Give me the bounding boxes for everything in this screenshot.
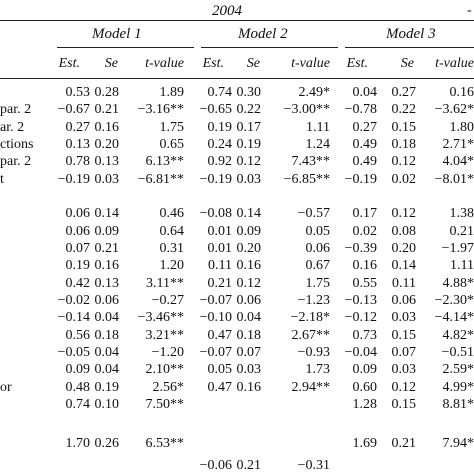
table-cell: 4.04* (442, 154, 474, 169)
table-cell: 0.09 (65, 362, 90, 377)
table-cell: 0.12 (391, 380, 416, 395)
table-cell: 0.21 (391, 436, 416, 451)
table-cell: 0.47 (207, 380, 232, 395)
table-cell: 0.10 (94, 397, 119, 412)
table-cell: 0.42 (65, 276, 90, 291)
table-cell: 0.12 (391, 154, 416, 169)
table-cell: 7.50** (145, 397, 184, 412)
table-cell: −3.00** (283, 102, 330, 117)
table-cell: 0.04 (94, 345, 119, 360)
table-cell: 0.24 (207, 137, 232, 152)
table-cell: 0.12 (391, 206, 416, 221)
table-cell: 0.28 (94, 85, 119, 100)
table-cell: 4.82* (442, 328, 474, 343)
table-cell: 0.20 (391, 241, 416, 256)
rule-model-2 (201, 47, 338, 48)
table-cell: 0.16 (94, 120, 119, 135)
table-cell: −0.19 (344, 172, 377, 187)
table-cell: 0.64 (159, 224, 184, 239)
table-cell: 0.14 (236, 206, 261, 221)
table-cell: 0.02 (352, 224, 377, 239)
table-cell: −6.85** (283, 172, 330, 187)
row-label: ctions (0, 137, 34, 152)
table-cell: −0.27 (151, 293, 184, 308)
table-cell: −0.14 (57, 310, 90, 325)
table-cell: 2.67** (291, 328, 330, 343)
table-cell: 0.18 (391, 137, 416, 152)
table-cell: 2.59* (442, 362, 474, 377)
table-cell: 0.03 (391, 362, 416, 377)
table-cell: 0.78 (65, 154, 90, 169)
table-cell: −0.51 (441, 345, 474, 360)
table-cell: 1.11 (306, 120, 330, 135)
column-header: Se (400, 56, 414, 71)
table-cell: −0.04 (344, 345, 377, 360)
table-cell: 0.55 (352, 276, 377, 291)
table-cell: 0.65 (159, 137, 184, 152)
table-cell: 0.73 (352, 328, 377, 343)
table-cell: 0.92 (207, 154, 232, 169)
rule-header-bottom (0, 78, 474, 79)
table-cell: 0.07 (391, 345, 416, 360)
table-cell: −0.78 (344, 102, 377, 117)
table-cell: 1.89 (159, 85, 184, 100)
table-cell: −0.67 (57, 102, 90, 117)
column-header: Se (104, 56, 118, 71)
table-cell: 6.53** (145, 436, 184, 451)
table-cell: 0.48 (65, 380, 90, 395)
table-cell: 0.53 (65, 85, 90, 100)
table-cell: 0.49 (352, 154, 377, 169)
table-cell: 0.19 (236, 137, 261, 152)
table-cell: 0.19 (94, 380, 119, 395)
model-2-header: Model 2 (238, 26, 288, 42)
table-cell: 0.06 (65, 224, 90, 239)
table-cell: 0.16 (352, 258, 377, 273)
rule-model-1 (57, 47, 194, 48)
table-cell: 0.06 (94, 293, 119, 308)
table-cell: 0.17 (236, 120, 261, 135)
table-cell: 0.09 (236, 224, 261, 239)
table-cell: 0.07 (65, 241, 90, 256)
table-cell: 0.26 (94, 436, 119, 451)
table-cell: 3.11** (146, 276, 184, 291)
table-cell: 0.02 (391, 172, 416, 187)
table-cell: 2.56* (152, 380, 184, 395)
table-cell: 0.13 (65, 137, 90, 152)
table-cell: 0.06 (236, 293, 261, 308)
table-cell: 0.47 (207, 328, 232, 343)
column-header: t-value (291, 56, 330, 71)
table-cell: −0.10 (199, 310, 232, 325)
column-header: Est. (346, 56, 368, 71)
table-cell: −0.19 (57, 172, 90, 187)
table-cell: 1.24 (305, 137, 330, 152)
table-cell: 1.73 (305, 362, 330, 377)
table-cell: 0.20 (94, 137, 119, 152)
rule-top (0, 20, 474, 21)
table-cell: −0.65 (199, 102, 232, 117)
year-header-fragment: - (467, 3, 472, 18)
table-cell: 0.22 (236, 102, 261, 117)
table-cell: 0.31 (159, 241, 184, 256)
table-cell: 0.04 (236, 310, 261, 325)
table-cell: −1.20 (151, 345, 184, 360)
table-cell: 2.49* (298, 85, 330, 100)
table-cell: 0.15 (391, 328, 416, 343)
table-cell: 2.94** (291, 380, 330, 395)
table-cell: −3.46** (137, 310, 184, 325)
row-label: t (0, 172, 4, 187)
table-cell: 0.21 (207, 276, 232, 291)
row-label: or (0, 380, 12, 395)
table-cell: 0.16 (236, 380, 261, 395)
rule-model-3 (345, 47, 474, 48)
table-cell: 0.04 (94, 310, 119, 325)
table-cell: 0.11 (392, 276, 416, 291)
table-cell: 0.17 (352, 206, 377, 221)
table-cell: 1.70 (65, 436, 90, 451)
table-cell: −0.06 (199, 458, 232, 473)
table-cell: 0.03 (236, 172, 261, 187)
table-cell: 0.13 (94, 154, 119, 169)
table-cell: −3.62* (434, 102, 474, 117)
table-cell: −4.14* (434, 310, 474, 325)
table-cell: 0.18 (236, 328, 261, 343)
table-cell: 0.22 (391, 102, 416, 117)
table-cell: 0.09 (94, 224, 119, 239)
table-cell: 0.12 (236, 154, 261, 169)
table-cell: −0.13 (344, 293, 377, 308)
table-cell: 0.09 (352, 362, 377, 377)
table-cell: 0.06 (391, 293, 416, 308)
table-cell: 3.21** (145, 328, 184, 343)
table-cell: 1.75 (305, 276, 330, 291)
table-cell: 0.46 (159, 206, 184, 221)
model-3-header: Model 3 (386, 26, 436, 42)
table-cell: 1.11 (450, 258, 474, 273)
table-cell: 0.06 (305, 241, 330, 256)
table-cell: 1.20 (159, 258, 184, 273)
table-cell: 0.08 (391, 224, 416, 239)
table-cell: −0.12 (344, 310, 377, 325)
table-cell: 0.49 (352, 137, 377, 152)
table-cell: −3.16** (137, 102, 184, 117)
table-cell: 0.13 (94, 276, 119, 291)
table-cell: 0.60 (352, 380, 377, 395)
model-1-header: Model 1 (92, 26, 142, 42)
table-cell: 0.06 (65, 206, 90, 221)
table-cell: 0.19 (65, 258, 90, 273)
table-cell: 1.69 (352, 436, 377, 451)
table-cell: 0.04 (352, 85, 377, 100)
table-cell: 7.94* (442, 436, 474, 451)
table-cell: 0.27 (391, 85, 416, 100)
table-cell: 0.21 (94, 102, 119, 117)
table-cell: −0.05 (57, 345, 90, 360)
table-cell: 1.28 (352, 397, 377, 412)
table-cell: 0.03 (94, 172, 119, 187)
table-cell: 0.67 (305, 258, 330, 273)
table-cell: −1.23 (297, 293, 330, 308)
column-header: Est. (58, 56, 80, 71)
table-cell: 6.13** (145, 154, 184, 169)
table-cell: 0.30 (236, 85, 261, 100)
table-cell: 0.56 (65, 328, 90, 343)
table-cell: 7.43** (291, 154, 330, 169)
table-cell: −0.31 (297, 458, 330, 473)
table-cell: 0.16 (236, 258, 261, 273)
year-header: 2004 (212, 3, 242, 19)
table-cell: 0.16 (94, 258, 119, 273)
table-cell: 1.75 (159, 120, 184, 135)
table-cell: 4.99* (442, 380, 474, 395)
table-cell: 0.11 (208, 258, 232, 273)
table-cell: 0.74 (207, 85, 232, 100)
column-header: t-value (145, 56, 184, 71)
table-cell: 0.14 (94, 206, 119, 221)
table-cell: −6.81** (137, 172, 184, 187)
row-label: par. 2 (0, 102, 32, 117)
table-cell: 0.19 (207, 120, 232, 135)
table-cell: 0.05 (305, 224, 330, 239)
table-cell: 0.16 (449, 85, 474, 100)
table-cell: 0.21 (449, 224, 474, 239)
table-cell: −0.08 (199, 206, 232, 221)
table-cell: −0.93 (297, 345, 330, 360)
table-cell: 0.21 (236, 458, 261, 473)
table-cell: 0.15 (391, 120, 416, 135)
table-cell: 8.81* (442, 397, 474, 412)
row-label: ar. 2 (0, 120, 25, 135)
table-cell: 2.71* (442, 137, 474, 152)
table-cell: 0.03 (391, 310, 416, 325)
table-cell: 0.03 (236, 362, 261, 377)
column-header: Est. (202, 56, 224, 71)
table-cell: 1.38 (449, 206, 474, 221)
table-cell: 0.27 (65, 120, 90, 135)
table-cell: −8.01* (434, 172, 474, 187)
table-cell: −0.39 (344, 241, 377, 256)
table-cell: 0.21 (94, 241, 119, 256)
table-cell: 0.20 (236, 241, 261, 256)
table-cell: −0.07 (199, 293, 232, 308)
column-header: Se (246, 56, 260, 71)
table-cell: 0.74 (65, 397, 90, 412)
table-cell: 0.07 (236, 345, 261, 360)
table-cell: −2.18* (290, 310, 330, 325)
table-cell: 0.05 (207, 362, 232, 377)
table-cell: 2.10** (145, 362, 184, 377)
table-cell: −0.57 (297, 206, 330, 221)
table-cell: −0.02 (57, 293, 90, 308)
row-label: par. 2 (0, 154, 32, 169)
table-cell: −1.97 (441, 241, 474, 256)
table-cell: −0.07 (199, 345, 232, 360)
table-cell: 0.04 (94, 362, 119, 377)
table-cell: 0.27 (352, 120, 377, 135)
table-cell: 0.15 (391, 397, 416, 412)
table-cell: 1.80 (449, 120, 474, 135)
table-cell: −2.30* (434, 293, 474, 308)
table-cell: 0.14 (391, 258, 416, 273)
table-cell: 0.01 (207, 224, 232, 239)
table-cell: 4.88* (442, 276, 474, 291)
table-cell: 0.01 (207, 241, 232, 256)
column-header: t-value (435, 56, 474, 71)
table-cell: 0.12 (236, 276, 261, 291)
table-cell: −0.19 (199, 172, 232, 187)
table-cell: 0.18 (94, 328, 119, 343)
